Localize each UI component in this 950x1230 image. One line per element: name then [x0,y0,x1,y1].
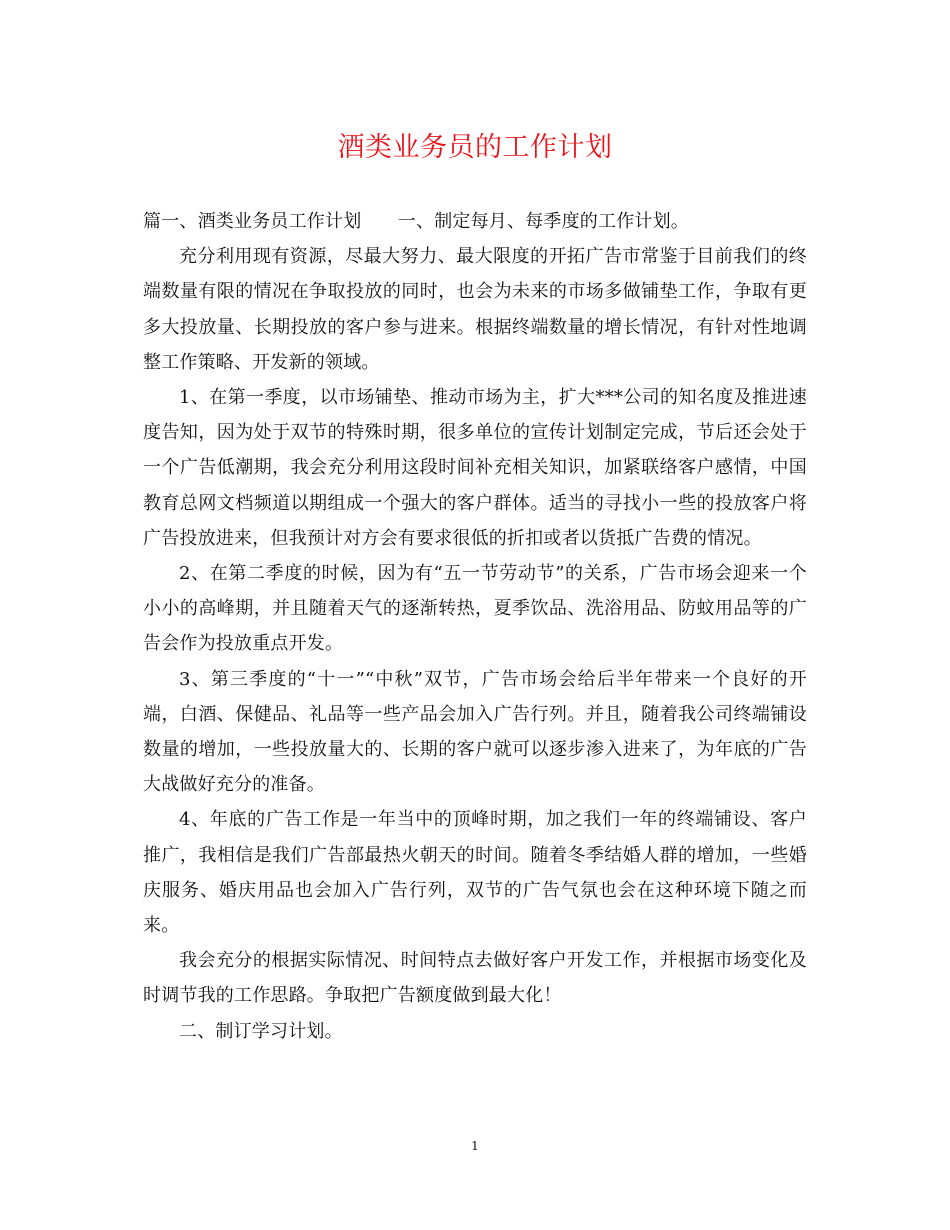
body-paragraph: 4、年底的广告工作是一年当中的顶峰时期，加之我们一年的终端铺设、客户推广，我相信是我们广告部最热火朝天的时间。随着冬季结婚人群的增加，一些婚庆服务、婚庆用品也会加入广告行列，双节的广告气氛也会在这种环境下随之而来。 [143,809,807,937]
document-title: 酒类业务员的工作计划 [337,132,613,163]
document-body [143,204,807,1049]
body-paragraph: 充分利用现有资源，尽最大努力、最大限度的开拓广告市常鉴于目前我们的终端数量有限的情况在争取投放的同时，也会为未来的市场多做铺垫工作，争取有更多大投放量、长期投放的客户参与进来。根据终端数量的增长情况，有针对性地调整工作策略、开发新的领域。 [143,246,807,373]
page-number: 1 [471,1139,479,1153]
body-paragraph: 1、在第一季度，以市场铺垫、推动市场为主，扩大***公司的知名度及推进速度告知，因为处于双节的特殊时期，很多单位的宣传计划制定完成，节后还会处于一个广告低潮期，我会充分利用这段时间补充相关知识，加紧联络客户感情，中国教育总网文档频道以期组成一个强大的客户群体。适当的寻找小一些的投放客户将广告投放进来，但我预计对方会有要求很低的折扣或者以货抵广告费的情况。 [143,387,807,549]
section-heading-paragraph: 篇一、酒类业务员工作计划 一、制定每月、每季度的工作计划。 [143,211,689,232]
section-heading-paragraph: 二、制订学习计划。 [179,1020,343,1042]
body-paragraph: 我会充分的根据实际情况、时间特点去做好客户开发工作，并根据市场变化及时调节我的工作思路。争取把广告额度做到最大化！ [143,950,807,1007]
body-paragraph: 2、在第二季度的时候，因为有“五一节劳动节”的关系，广告市场会迎来一个小小的高峰期，并且随着天气的逐渐转热，夏季饮品、洗浴用品、防蚊用品等的广告会作为投放重点开发。 [143,563,807,655]
body-paragraph: 3、第三季度的“十一”“中秋”双节，广告市场会给后半年带来一个良好的开端，白酒、保健品、礼品等一些产品会加入广告行列。并且，随着我公司终端铺设数量的增加，一些投放量大的、长期的客户就可以逐步渗入进来了，为年底的广告大战做好充分的准备。 [143,668,807,796]
